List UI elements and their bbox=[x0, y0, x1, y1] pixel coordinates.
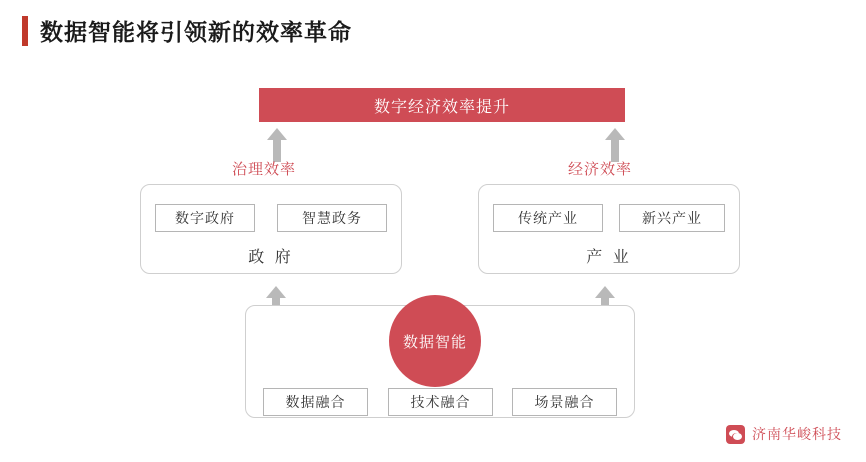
group-industry-caption: 产 业 bbox=[586, 249, 632, 266]
tag-digital-government: 数字政府 bbox=[155, 204, 255, 232]
footer-watermark bbox=[726, 424, 842, 444]
title-text: 数据智能将引领新的效率革命 bbox=[40, 19, 352, 45]
label-economic-efficiency: 经济效率 bbox=[568, 161, 633, 178]
circle-data-intelligence: 数据智能 bbox=[389, 295, 481, 387]
label-governance-efficiency: 治理效率 bbox=[232, 161, 297, 178]
title-accent-bar bbox=[22, 16, 28, 46]
group-government-caption: 政 府 bbox=[248, 249, 294, 266]
tag-technology-fusion: 技术融合 bbox=[388, 388, 493, 416]
page-title bbox=[22, 14, 352, 47]
arrow-up-icon-government-to-banner bbox=[267, 128, 287, 162]
tag-smart-government-affairs: 智慧政务 bbox=[277, 204, 387, 232]
tag-emerging-industry: 新兴产业 bbox=[619, 204, 725, 232]
tag-data-fusion: 数据融合 bbox=[263, 388, 368, 416]
arrow-up-icon-industry-to-banner bbox=[605, 128, 625, 162]
footer-account-name: 济南华峻科技 bbox=[752, 426, 842, 442]
top-banner: 数字经济效率提升 bbox=[259, 88, 625, 122]
tag-traditional-industry: 传统产业 bbox=[493, 204, 603, 232]
wechat-icon bbox=[726, 425, 745, 444]
tag-scenario-fusion: 场景融合 bbox=[512, 388, 617, 416]
